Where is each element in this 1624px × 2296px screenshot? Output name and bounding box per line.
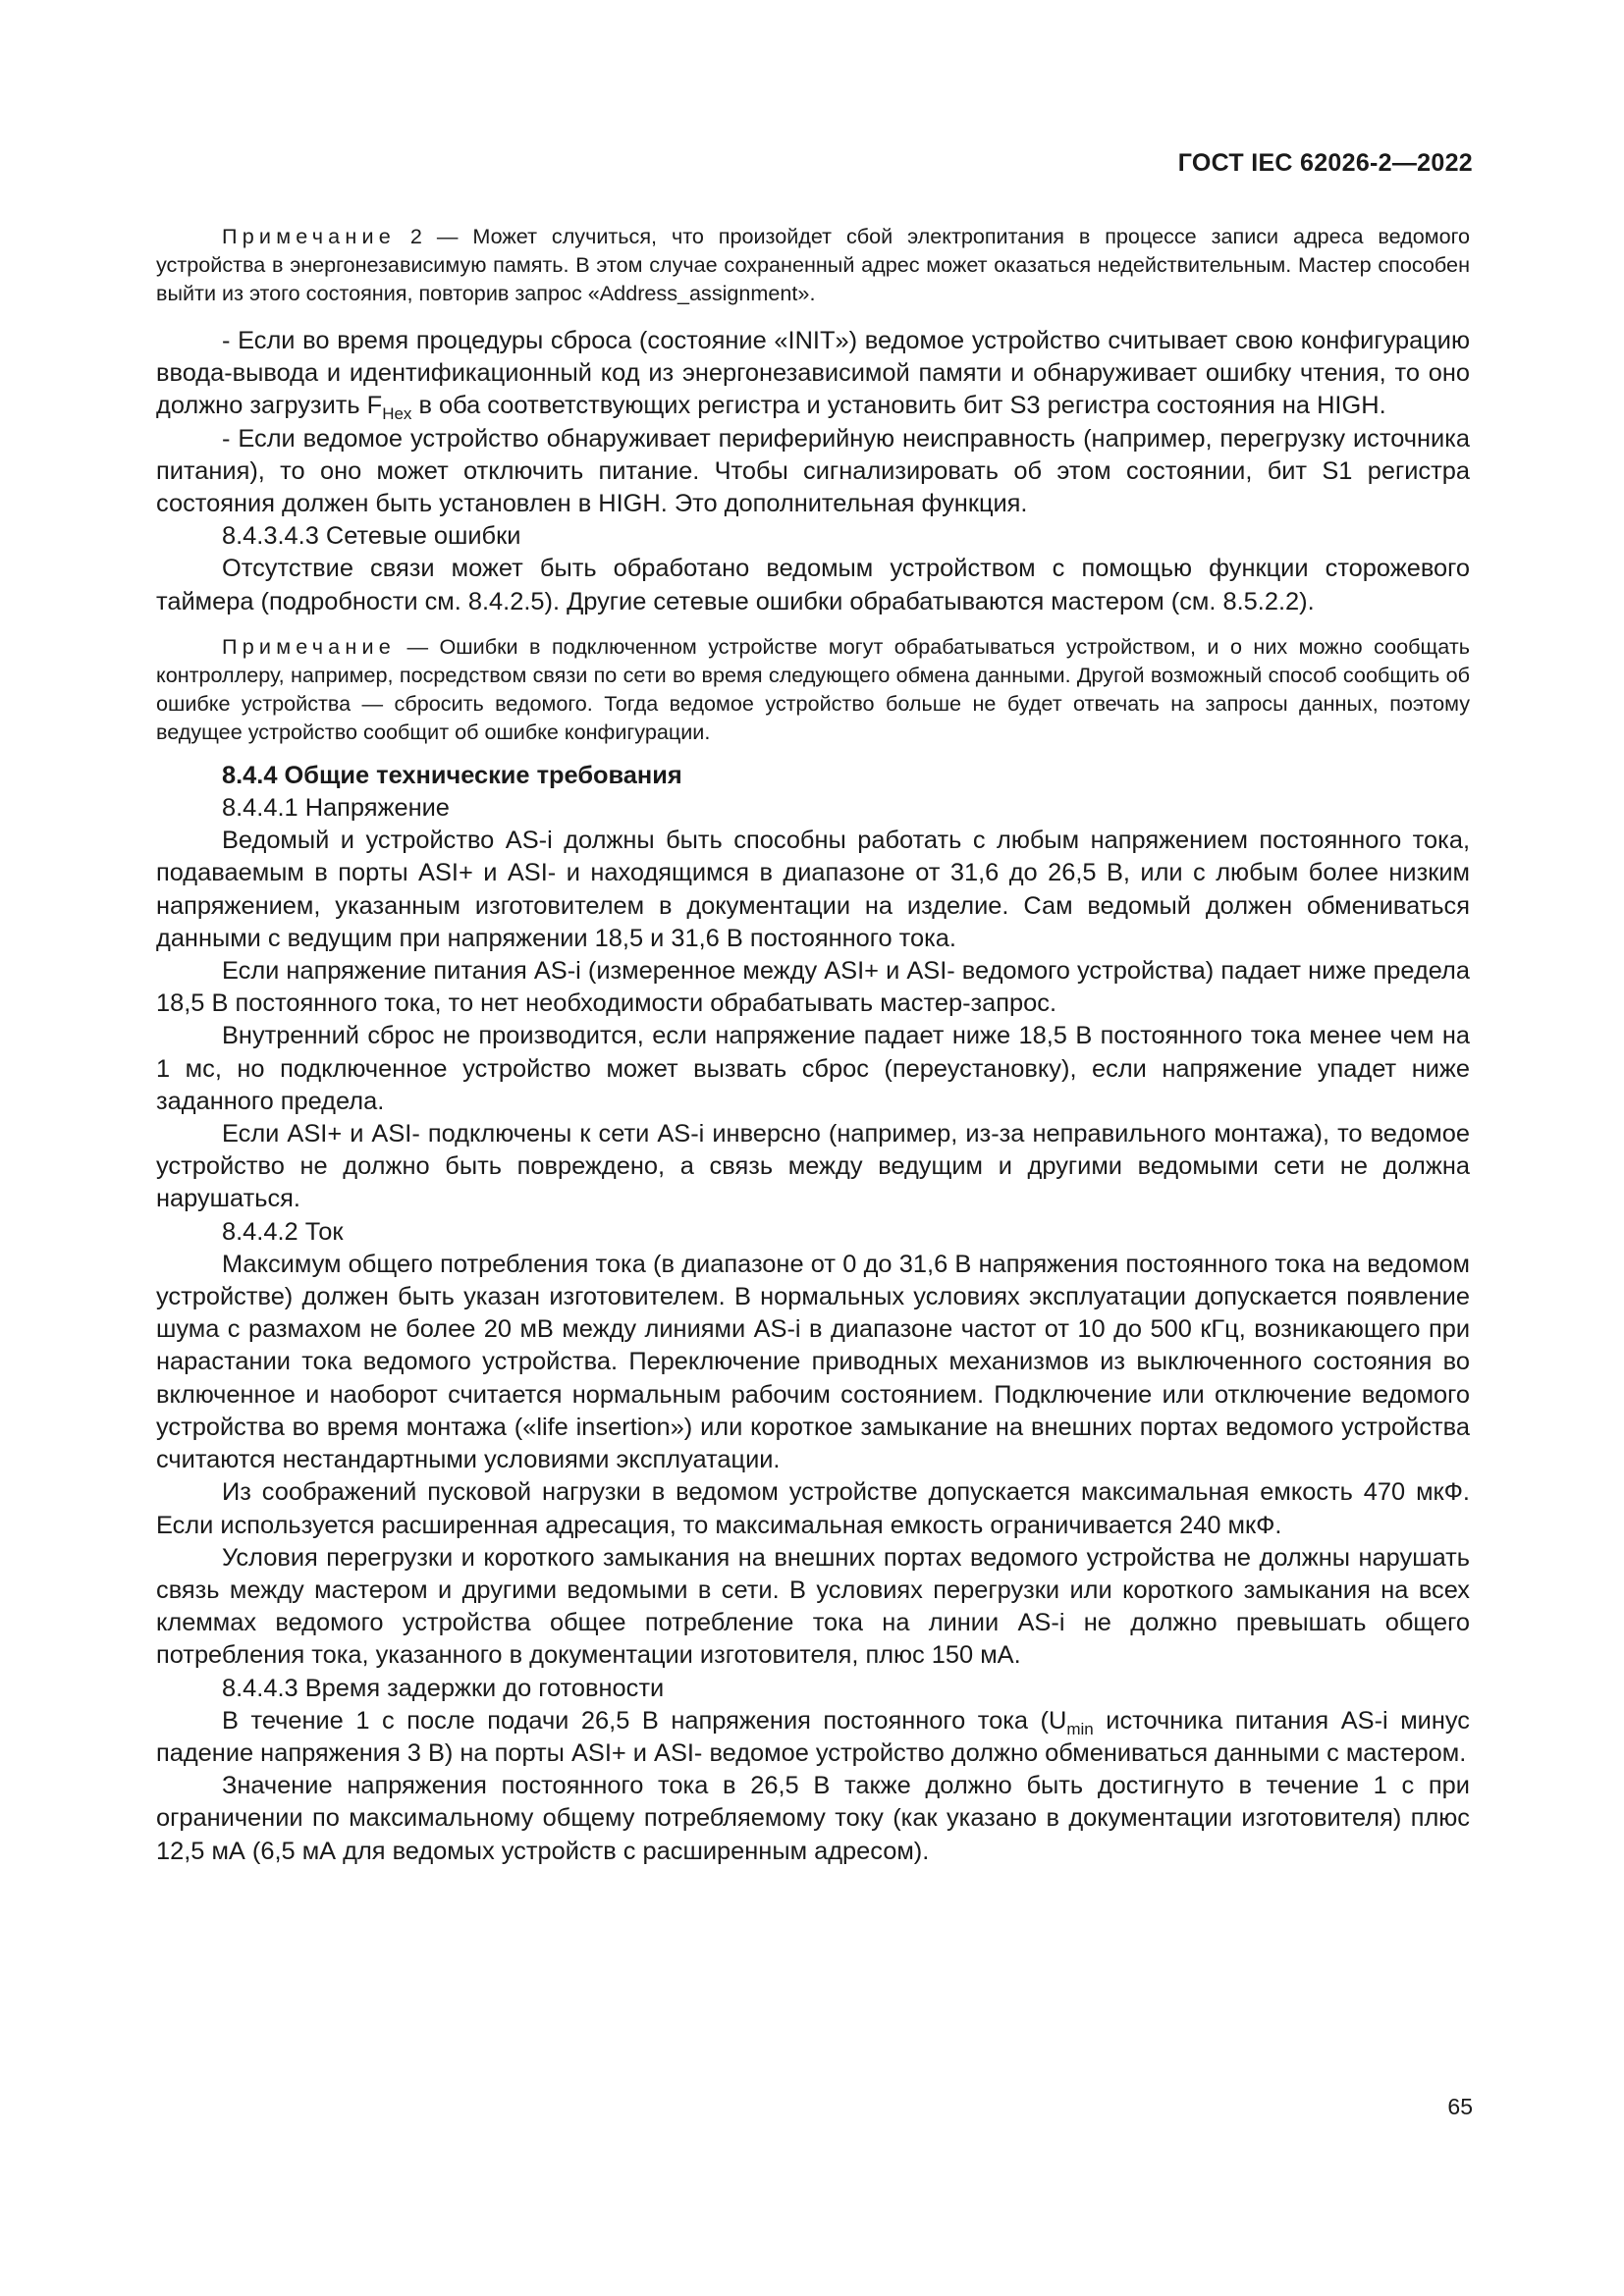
paragraph-ready-delay: В течение 1 с после подачи 26,5 В напряжения постоянного тока ($U_{min}$ источника питания AS-i минус падение напряжения 3 В) на порты ASI+ и ASI- ведомое устройство должно обмениваться данными с мастером.	[156, 1706, 1470, 1767]
paragraph-network-errors: Отсутствие связи может быть обработано ведомым устройством с помощью функции сторожевого таймера (подробности см. 8.4.2.5). Другие сетевые ошибки обрабатываются мастером (см. 8.5.2.2).	[156, 555, 1470, 615]
page-number: 65	[1447, 2094, 1473, 2119]
subscript-min: min	[1066, 1719, 1094, 1738]
paragraph-init-error: - Если во время процедуры сброса (состояние «INIT») ведомое устройство считывает свою конфигурацию ввода-вывода и идентификационный код из энергонезависимой памяти и обнаруживает ошибку чтения, то оно должно загрузить $F_{Hex}$ в оба соответствующих регистра и установить бит S3 регистра состояния на HIGH.	[156, 327, 1470, 424]
page-content	[156, 222, 1470, 1868]
document-code-header: ГОСТ IEC 62026-2—2022	[1177, 149, 1473, 177]
paragraph-inverse-connection: Если ASI+ и ASI- подключены к сети AS-i инверсно (например, из-за неправильного монтажа), то ведомое устройство не должно быть повреждено, а связь между ведущим и другими ведомыми сети не должна нарушаться.	[156, 1120, 1470, 1213]
heading-8-4-3-4-3: 8.4.3.4.3 Сетевые ошибки	[222, 522, 521, 551]
heading-8-4-4-2: 8.4.4.2 Ток	[222, 1217, 344, 1246]
paragraph-peripheral-fault: - Если ведомое устройство обнаруживает периферийную неисправность (например, перегрузку источника питания), то оно может отключить питание. Чтобы сигнализировать об этом состоянии, бит S1 регистра состояния должен быть установлен в HIGH. Это дополнительная функция.	[156, 424, 1470, 518]
note-label: Примечание	[222, 224, 396, 248]
paragraph-internal-reset: Внутренний сброс не производится, если напряжение падает ниже 18,5 В постоянного тока менее чем на 1 мс, но подключенное устройство может вызвать сброс (переустановку), если напряжение упадет ниже заданного предела.	[156, 1022, 1470, 1115]
paragraph-voltage-drop: Если напряжение питания AS-i (измеренное между ASI+ и ASI- ведомого устройства) падает ниже предела 18,5 В постоянного тока, то нет необходимости обрабатывать мастер-запрос.	[156, 957, 1470, 1018]
subscript-hex: Hex	[382, 404, 412, 424]
paragraph-capacitance: Из соображений пусковой нагрузки в ведомом устройстве допускается максимальная емкость 470 мкФ. Если используется расширенная адресация, то максимальная емкость ограничивается 240 мкФ.	[156, 1478, 1470, 1539]
note-number: 2	[409, 224, 422, 248]
heading-8-4-4-1: 8.4.4.1 Напряжение	[222, 794, 450, 823]
heading-8-4-4-3: 8.4.4.3 Время задержки до готовности	[222, 1674, 665, 1702]
note-2	[156, 222, 1470, 307]
note-errors	[156, 632, 1470, 746]
note-label: Примечание	[222, 633, 396, 659]
note-text: — Может случиться, что произойдет сбой электропитания в процессе записи адреса ведомого устройства в энергонезависимую память. В этом случае сохраненный адрес может оказаться недействительным. Мастер способен выйти из этого состояния, повторив запрос «Address_assignment».	[156, 224, 1471, 305]
paragraph-ready-voltage: Значение напряжения постоянного тока в 26,5 В также должно быть достигнуто в течение 1 с при ограничении по максимальному общему потребляемому току (как указано в документации изготовителя) плюс 12,5 мА (6,5 мА для ведомых устройств с расширенным адресом).	[156, 1772, 1470, 1865]
paragraph-current-max: Максимум общего потребления тока (в диапазоне от 0 до 31,6 В напряжения постоянного тока на ведомом устройстве) должен быть указан изготовителем. В нормальных условиях эксплуатации допускается появление шума с размахом не более 20 мВ между линиями AS-i в диапазоне частот от 10 до 500 кГц, возникающего при нарастании тока ведомого устройства. Переключение приводных механизмов из выключенного состояния во включенное и наоборот считается нормальным рабочим состоянием. Подключение или отключение ведомого устройства во время монтажа («life insertion») или короткое замыкание на внешних портах ведомого устройства считаются нестандартными условиями эксплуатации.	[156, 1250, 1470, 1474]
note-text: — Ошибки в подключенном устройстве могут обрабатываться устройством, и о них можно сообщать контроллеру, например, посредством связи по сети во время следующего обмена данными. Другой возможный способ сообщить об ошибке устройства — сбросить ведомого. Тогда ведомое устройство больше не будет отвечать на запросы данных, поэтому ведущее устройство сообщит об ошибке конфигурации.	[156, 633, 1470, 744]
paragraph-overload: Условия перегрузки и короткого замыкания на внешних портах ведомого устройства не должны нарушать связь между мастером и другими ведомыми в сети. В условиях перегрузки или короткого замыкания на всех клеммах ведомого устройства общее потребление тока на линии AS-i не должно превышать общего потребления тока, указанного в документации изготовителя, плюс 150 мА.	[156, 1543, 1470, 1670]
paragraph-voltage-range: Ведомый и устройство AS-i должны быть способны работать с любым напряжением постоянного тока, подаваемым в порты ASI+ и ASI- и находящимся в диапазоне от 31,6 до 26,5 В, или с любым более низким напряжением, указанным изготовителем в документации на изделие. Сам ведомый должен обмениваться данными с ведущим при напряжении 18,5 и 31,6 В постоянного тока.	[156, 827, 1470, 952]
heading-8-4-4: 8.4.4 Общие технические требования	[222, 761, 682, 789]
